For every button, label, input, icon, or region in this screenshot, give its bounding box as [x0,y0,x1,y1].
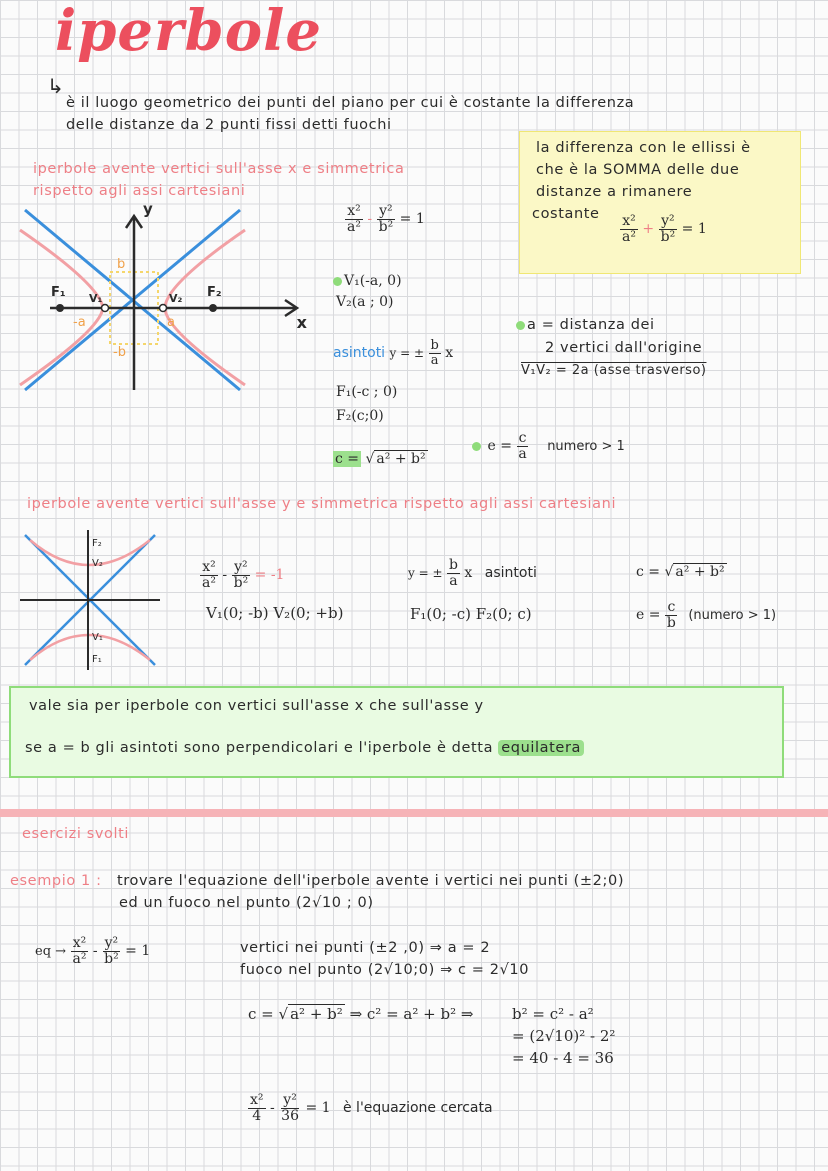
ellipse-note-line-4: costante [532,206,600,222]
focus-2-coords: F₂(c;0) [336,408,384,424]
c-formula-x: c = √ a² + b² [335,451,426,467]
ellipse-equation: $\frac{\text{x²}}{\text{a²}}$ + $\frac{\text{y²}}{\text{b²}}$ = 1 [622,213,707,245]
vertex-2-coords: V₂(a ; 0) [336,294,394,310]
graph-b-neg: -b [113,345,126,360]
vertex-2-dot [160,305,167,312]
focus-2-dot [209,304,217,312]
equilateral-note [9,686,784,778]
graph-f1-label: F₁ [92,654,102,665]
ellipse-comparison-note [519,131,801,274]
graph-f1-label: F₁ [51,285,66,300]
green-dot [472,442,481,451]
graph-v2-label: V₂ [92,558,103,569]
example-task-2: ed un fuoco nel punto (2√10 ; 0) [119,895,374,911]
a-definition-3: V₁V₂ = 2a (asse trasverso) [521,363,707,378]
section-y-heading: iperbole avente vertici sull'asse y e simmetrica rispetto agli assi cartesiani [27,496,617,512]
asymptotes-x: asintoti y = ± $\frac{b}{a}$ x [333,338,454,368]
eccentricity-y: e = $\frac{c}{b}$ (numero > 1) [636,599,777,631]
green-note-line-1: vale sia per iperbole con vertici sull'asse x che sull'asse y [29,698,484,714]
green-dot [333,277,342,286]
focus-1-coords: F₁(-c ; 0) [336,384,398,400]
definition-line-2: delle distanze da 2 punti fissi detti fuochi [66,117,392,133]
hyperbola-y-graph [20,530,160,670]
graph-a-neg: -a [73,315,86,330]
final-equation: $\frac{\text{x²}}{4}$ - $\frac{\text{y²}}{36}$ = 1 è l'equazione cercata [250,1092,493,1124]
graph-x-label: x [296,313,307,332]
asymptotes-y: y = ± $\frac{b}{a}$ x asintoti [408,557,537,589]
section-x-heading-2: rispetto agli assi cartesiani [33,183,246,199]
graph-v1-label: V₁ [89,292,103,305]
hyperbola-branch-top [30,540,150,565]
graph-f2-label: F₂ [207,285,222,300]
section-x-heading-1: iperbole avente vertici sull'asse x e simmetrica [33,161,405,177]
exercises-heading: esercizi svolti [22,826,130,842]
step-3: c = √ a² + b² ⇒ c² = a² + b² ⇒ [248,1005,474,1023]
graph-v1-label: V₁ [92,632,103,643]
calc-3: = 40 - 4 = 36 [512,1049,614,1067]
c-formula-y: c = √ a² + b² [636,564,725,580]
hyperbola-x-graph [15,200,310,400]
ellipse-note-line-2: che è la SOMMA delle due [536,162,740,178]
step-2: fuoco nel punto (2√10;0) ⇒ c = 2√10 [240,962,530,978]
graph-y-label: y [143,200,153,218]
ellipse-note-line-1: la differenza con le ellissi è [536,140,751,156]
hyperbola-x-equation: $\frac{\text{x²}}{\text{a²}}$ - $\frac{\text{y²}}{\text{b²}}$ = 1 [347,203,425,235]
page-title: iperbole [55,0,322,64]
focus-1-dot [56,304,64,312]
vertex-1-dot [102,305,109,312]
calc-1: b² = c² - a² [512,1005,594,1023]
vertices-y: V₁(0; -b) V₂(0; +b) [206,604,344,622]
definition-line-1: è il luogo geometrico dei punti del piano per cui è costante la differenza [66,95,635,111]
arrow-icon: ↳ [47,74,64,98]
general-equation: eq → $\frac{\text{x²}}{\text{a²}}$ - $\frac{\text{y²}}{\text{b²}}$ = 1 [35,935,151,967]
ellipse-note-line-3: distanze a rimanere [536,184,693,200]
vertex-1-coords: V₁(-a, 0) [333,273,402,289]
a-definition-2: 2 vertici dall'origine [545,340,703,356]
green-note-line-2: se a = b gli asintoti sono perpendicolari e l'iperbole è detta equilatera [25,740,584,756]
foci-y: F₁(0; -c) F₂(0; c) [410,605,532,623]
section-divider [0,809,828,817]
example-task-1: trovare l'equazione dell'iperbole avente i vertici nei punti (±2;0) [117,873,625,889]
graph-b-pos: b [117,257,126,272]
step-1: vertici nei punti (±2 ,0) ⇒ a = 2 [240,940,491,956]
graph-v2-label: V₂ [169,292,183,305]
example-label: esempio 1 : [10,873,102,889]
green-dot [516,321,525,330]
eccentricity-x: e = $\frac{c}{a}$ numero > 1 [472,431,625,461]
equilatera-highlight: equilatera [498,740,584,756]
calc-2: = (2√10)² - 2² [512,1027,616,1045]
hyperbola-y-equation: $\frac{\text{x²}}{\text{a²}}$ - $\frac{\text{y²}}{\text{b²}}$ = -1 [202,559,285,591]
hyperbola-branch-bottom [30,635,150,660]
a-definition-1: a = distanza dei [516,317,655,333]
graph-f2-label: F₂ [92,538,102,549]
graph-a-pos: a [167,315,175,330]
